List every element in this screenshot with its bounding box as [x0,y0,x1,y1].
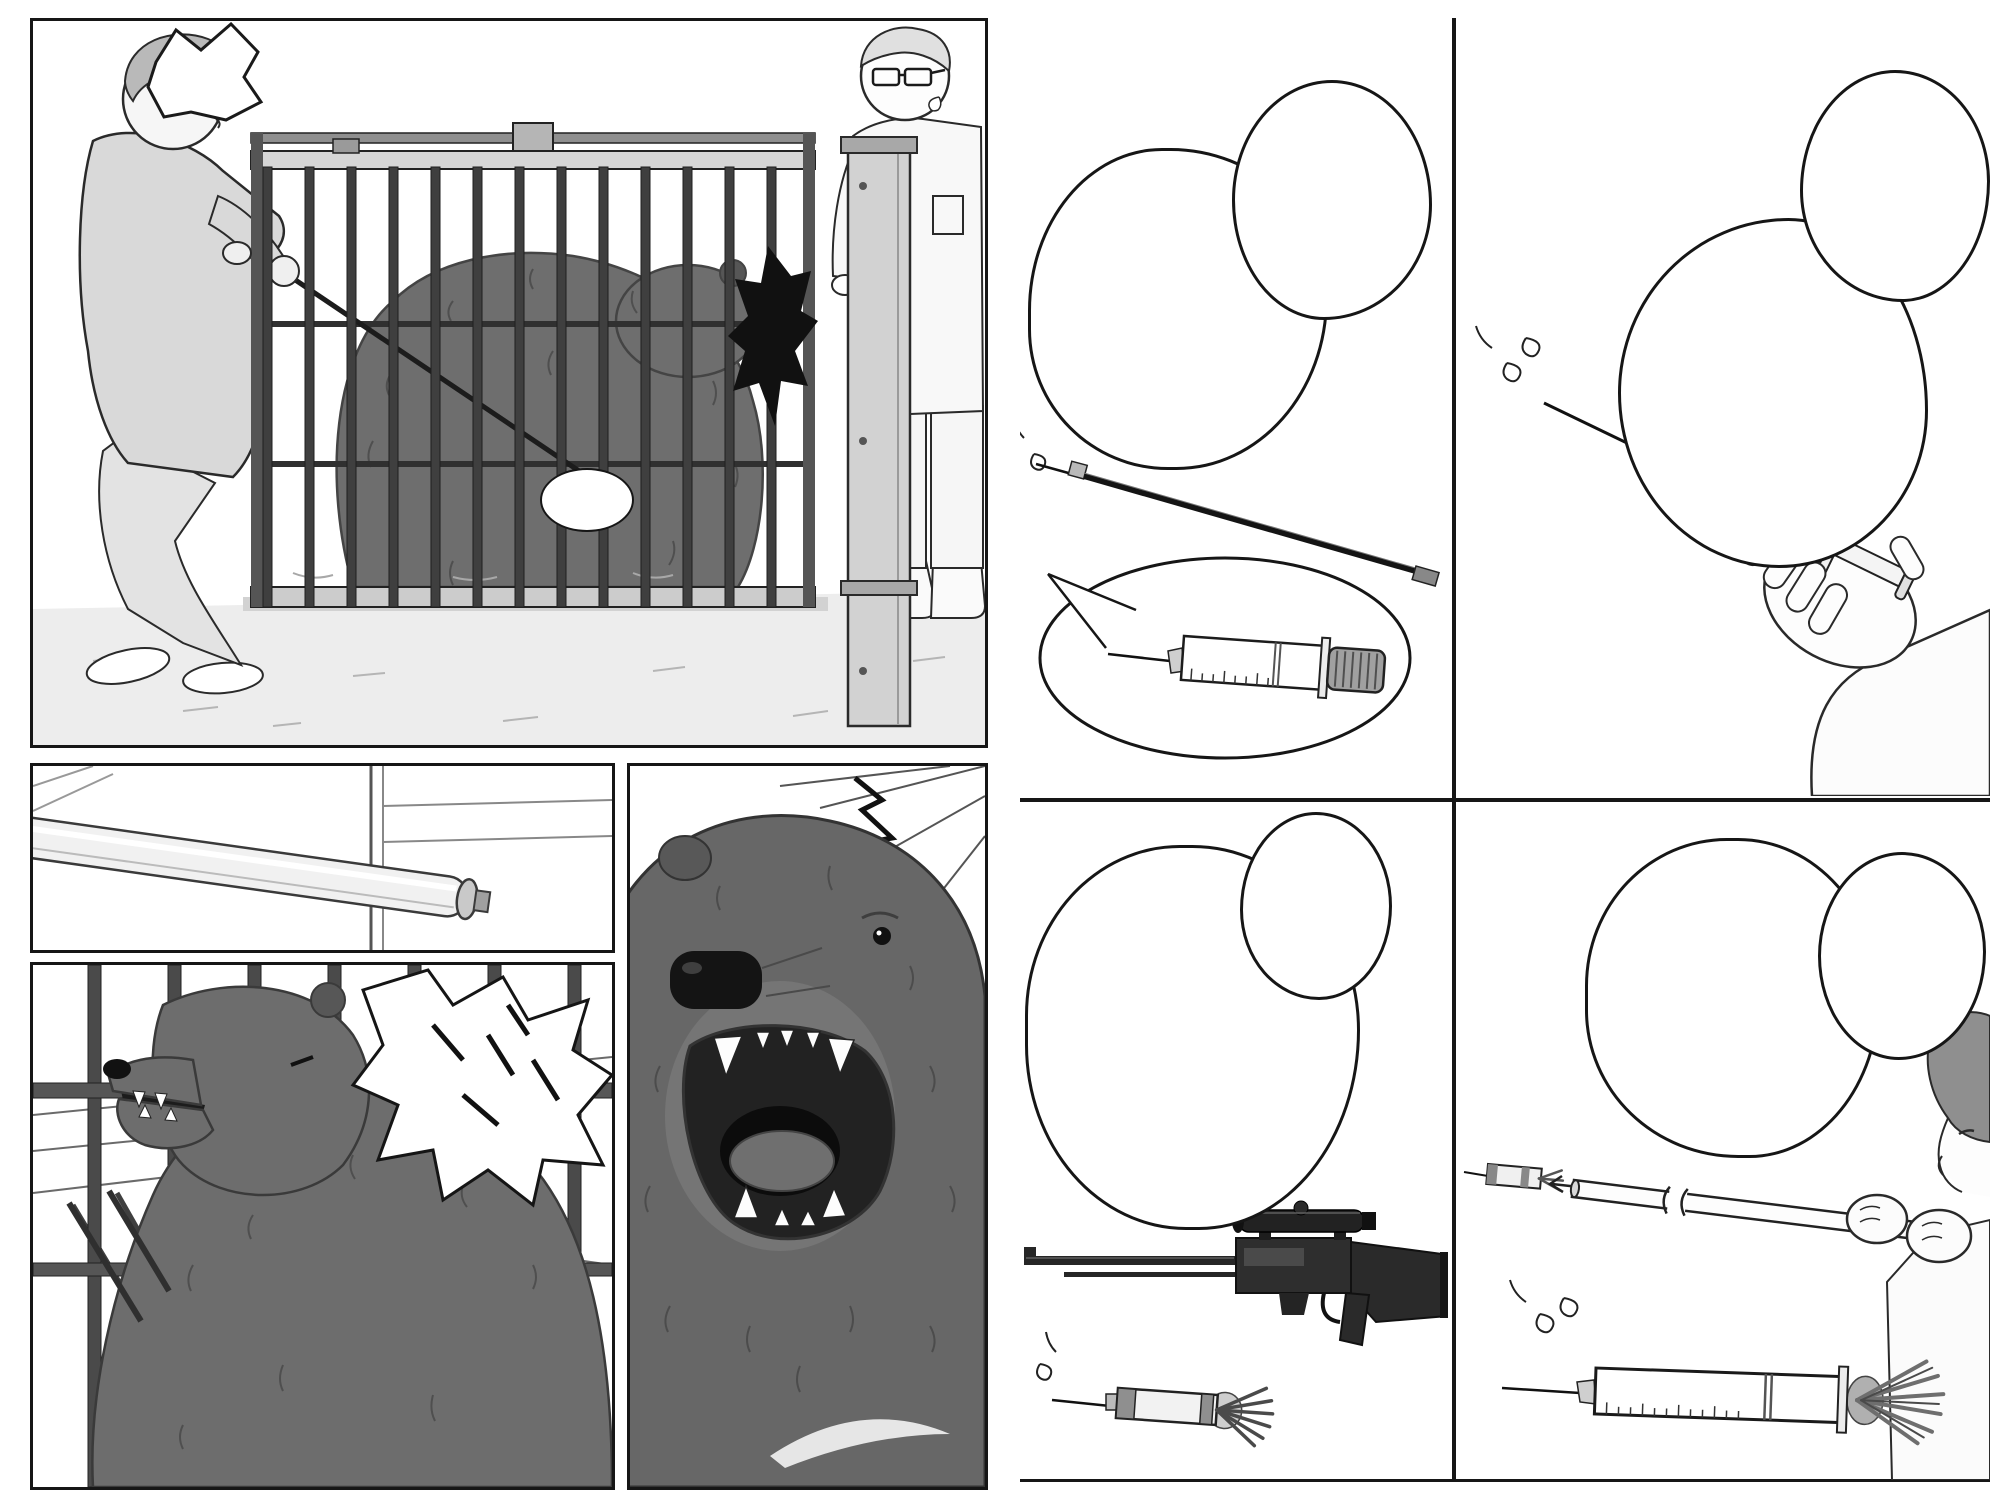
bear-in-cage [337,253,763,587]
bear-face-illustration [630,766,985,1487]
poke-sfx-bubble [540,468,634,532]
fluorescent-tube [33,814,492,922]
panel-bear-biting [30,962,615,1490]
dart [1037,1332,1274,1447]
panel-cage-scene [30,18,988,748]
bear-head-biting [103,983,369,1195]
panel-ceiling-light [30,763,615,953]
bear-biting-illustration [33,965,612,1487]
wooden-post [841,137,917,726]
ceiling-light-illustration [33,766,612,950]
bubble-method4-intro [1240,812,1392,1000]
hands [1847,1195,1971,1262]
cage-scene-illustration [33,21,985,745]
bear-head [630,816,985,1487]
squirt-droplets [1476,326,1539,381]
big-dart-syringe [1502,1280,1944,1444]
bubble-method1-intro [1800,70,1990,302]
panel-bear-face [627,763,988,1490]
bubble-method2-intro [1232,80,1432,320]
breath-sfx-bubble [146,22,270,126]
flying-dart [1464,1164,1564,1191]
droplet [1020,418,1045,470]
panel-divider-vertical [1452,18,1456,1482]
